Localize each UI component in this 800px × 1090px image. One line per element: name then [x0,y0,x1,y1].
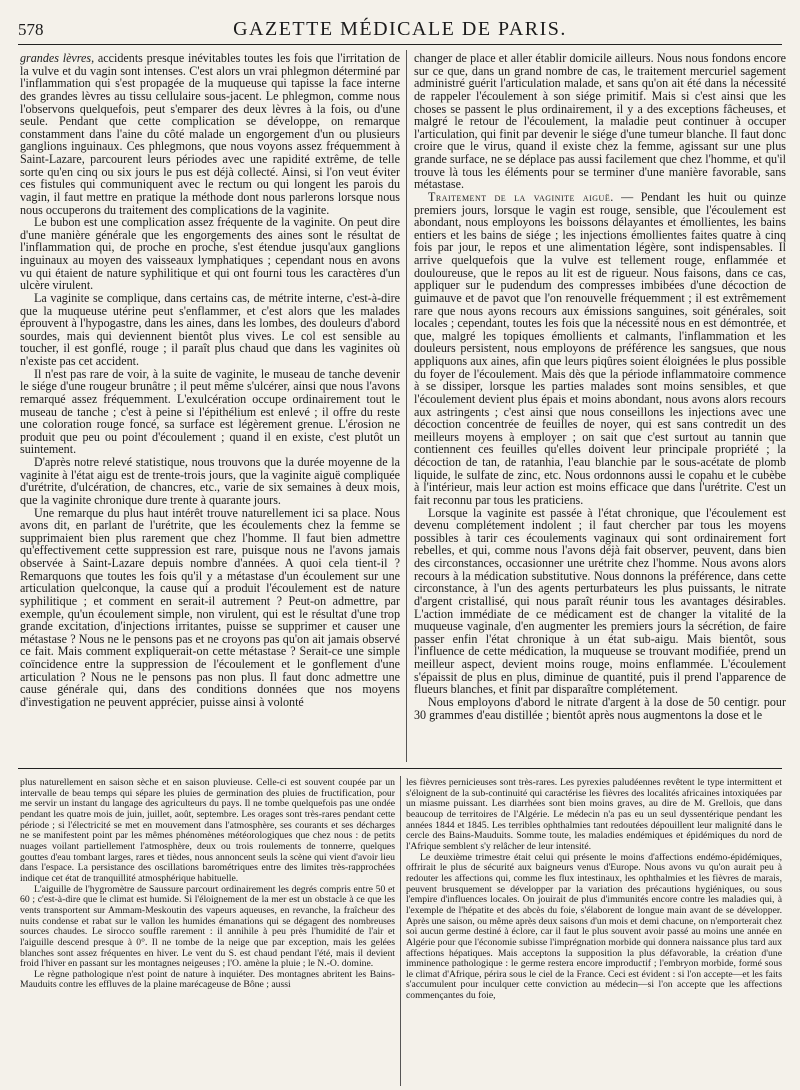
page-number: 578 [18,20,44,39]
column-divider [400,776,401,1086]
paragraph: Lorsque la vaginite est passée à l'état chronique, que l'écoulement est devenu complétement indolent ; il faut chercher par tous les moyens possibles à tarir ces écoulements vaginaux qui sont ordinairement fort rebelles, et qui, comme nous l'avons déjà fait observer, peuvent, dans bien des circonstances, occasionner une urétrite chez l'homme. Nous avons alors recours à la médication substitutive. Nous donnons la préférence, dans cette circonstance, à l'un des agents perturbateurs les plus puissants, le nitrate d'argent cristallisé, qui nous paraît réunir tous les avantages désirables. L'action immédiate de ce médicament est de changer la vitalité de la muqueuse vaginale, d'en augmenter les premiers jours la sécrétion, de faire passer enfin l'état chronique à un état sub-aigu. Mais bientôt, sous l'influence de cette médication, la muqueuse se trouvant modifiée, prend un meilleur aspect, devient moins rouge, moins enflammée. L'écoulement s'épaissit de plus en plus, diminue de quantité, puis il prend l'apparence de flueurs blanches, et finit par disparaître complétement. [414,505,786,697]
lower-left-column [20,778,395,1084]
paragraph: D'après notre relevé statistique, nous trouvons que la durée moyenne de la vaginite à l'état aigu est de trente-trois jours, que la vaginite aiguë compliquée d'urétrite, d'ulcération, de chancres, etc., varie de six semaines à deux mois, que la vaginite chronique dure trente à quarante jours. [20,455,400,507]
lower-right-column [406,778,782,1084]
paragraph: les fièvres pernicieuses sont très-rares. Les pyrexies paludéennes revêtent le type intermittent et s'éloignent de la sub-continuité qui caractérise les fièvres des localités africaines intoxiquées par un miasme puissant. Les diarrhées sont bien moins graves, au dire de M. Grellois, que dans beaucoup de territoires de l'Algérie. Le médecin n'a pas eu un seul dyssentérique pendant les années 1844 et 1845. Les terribles ophthalmies tant redoutées dépouillent leur malignité dans le cercle des Bains-Mauduits. Somme toute, les maladies endémiques et épidémiques du nord de l'Afrique semblent s'y relâcher de leur intensité. [406,778,782,852]
paragraph: changer de place et aller établir domicile ailleurs. Nous nous fondons encore sur ce que, dans un grand nombre de cas, le traitement mercuriel sagement administré guérit l'articulation malade, et sans qu'on ait été dans la nécessité de rappeler l'écoulement à son siége primitif. Mais si c'est ainsi que les choses se passent le plus ordinairement, il y a des exceptions fâcheuses, et malgré le retour de l'écoulement, la maladie peut continuer à occuper l'articulation, qui finit par devenir le siége d'une tumeur blanche. Il faut donc croire que le virus, quand il existe chez la femme, agissant sur une plus grande surface, ne se déplace pas aussi facilement que chez l'homme, et qu'il trouve là tous les éléments pour se terminer d'une manière favorable, sans métastase. [414,52,786,192]
paragraph: Il n'est pas rare de voir, à la suite de vaginite, le museau de tanche devenir le siége d'une rougeur brunâtre ; il peut même s'ulcérer, ainsi que nous l'avons remarqué assez fréquemment. L'exulcération occupe ordinairement tout le museau de tanche ; c'est à peine si l'épithélium est enlevé ; il offre du reste une coloration rouge foncé, sa surface est légèrement grenue. L'érosion ne produit que peu ou point d'écoulement ; quand il en existe, c'est plutôt un suintement. [20,366,400,457]
paragraph: plus naturellement en saison sèche et en saison pluvieuse. Celle-ci est souvent coupée par un intervalle de beau temps qui sépare les pluies de germination des pluies de fructification, pour me servir un instant du langage des agriculteurs du pays. Il ne tombe quelquefois pas une ondée pendant les quatre mois de juin, juillet, août, septembre. Les orages sont très-rares pendant cette période ; si l'électricité se met en mouvement dans l'atmosphère, ses courants et ses décharges ne se manifestent point par les mêmes phénomènes météorologiques que chez nous : de petits nuages voilant partiellement l'atmosphère, deux ou trois roulements de tonnerre, quelques gouttes d'eau tombant larges, rares et tièdes, nous annoncent seuls la scène qui vient d'avoir lieu dans l'espace. La persistance des oscillations barométriques entre des limites très-rapprochées indique cet état de tranquillité atmosphérique habituelle. [20,778,395,884]
paragraph: Nous employons d'abord le nitrate d'argent à la dose de 50 centigr. pour 30 grammes d'eau distillée ; bientôt après nous augmentons la dose et le [414,694,786,722]
paragraph: grandes lèvres, accidents presque inévitables toutes les fois que l'irritation de la vulve et du vagin sont intenses. C'est alors un vrai phlegmon déterminé par l'inflammation qui s'est propagée de la muqueuse qui tapisse la face interne des grandes lèvres au tissu cellulaire sous-jacent. Le phlegmon, comme nous l'observons quelquefois, peut s'emparer des deux lèvres à la fois, ou d'une seule. Pendant que cette complication se développe, on remarque constamment dans l'aine du côté malade un engorgement d'un ou plusieurs ganglions inguinaux. Ces phlegmons, que nous voyons assez fréquemment à Saint-Lazare, parcourent leurs périodes avec une rapidité extrême, de telle sorte qu'en cinq ou six jours le pus est déjà collecté. Ainsi, si l'on veut éviter ces fistules qui communiquent avec le rectum ou qui longent les parois du vagin, il faut mettre en pratique la méthode dont nous parlerons lorsque nous nous occuperons du traitement des complications de la vaginite. [20,52,400,217]
header-rule [18,44,782,45]
column-divider [406,50,407,762]
journal-title: GAZETTE MÉDICALE DE PARIS. [233,18,567,40]
paragraph: Le règne pathologique n'est point de nature à inquiéter. Des montagnes abritent les Bains-Mauduits contre les effluves de la plaine marécageuse de Bône ; aussi [20,968,395,991]
upper-right-column [414,52,786,760]
paragraph: Le bubon est une complication assez fréquente de la vaginite. On peut dire d'une manière générale que les engorgements des aines sont le résultat de l'inflammation qui, de proche en proche, s'est étendue jusqu'aux ganglions inguinaux au moyen des vaisseaux lymphatiques ; cependant nous en avons vu qui étaient de nature syphilitique et qui ont fourni tous les caractères d'un ulcère virulent. [20,215,400,293]
section-rule [18,768,782,769]
section-heading: Traitement de la vaginite aiguë. [428,189,614,204]
paragraph: Traitement de la vaginite aiguë. — Pendant les huit ou quinze premiers jours, lorsque le vagin est rouge, sensible, que l'écoulement est abondant, nous employons les boissons délayantes et émollientes, les bains entiers et les bains de siége ; les injections émollientes faites quatre à cinq fois par jour, le repos et une alimentation légère, sont indispensables. Il arrive quelquefois que la vulve est tellement rouge, enflammée et douloureuse, que le repos au lit est de rigueur. Nous faisons, dans ce cas, appliquer sur le pudendum des compresses imbibées d'une décoction de guimauve et de pavot que l'on renouvelle fréquemment ; il est extrêmement rare que nous ayons recours aux émissions sanguines, soit générales, soit locales ; cependant, toutes les fois que la nécessité nous en est démontrée, et que, malgré les topiques émollients et calmants, l'inflammation et les douleurs persistent, nous employons de préférence les sangsues, que nous appliquons aux aines, afin que leurs piqûres soient éloignées le plus possible du foyer de l'écoulement. Mais dès que la période inflammatoire commence à se dissiper, lorsque les parties malades sont moins sensibles, et que l'écoulement devient plus épais et moins abondant, nous avons alors recours aux astringents ; c'est ainsi que nous conseillons les injections avec une décoction concentrée de feuilles de noyer, qui est sans contredit un des meilleurs moyens à employer ; on sait que c'est surtout au tannin que contiennent ces feuilles qu'elles doivent leur principale propriété ; la décoction de tan, de ratanhia, l'eau blanchie par le sous-acétate de plomb liquide, le sulfate de zinc, etc. Nous ordonnons aussi le copahu et le cubèbe à l'intérieur, mais leur action est moins efficace que dans l'urétrite. C'est un fait reconnu par tous les praticiens. [414,189,786,507]
paragraph: La vaginite se complique, dans certains cas, de métrite interne, c'est-à-dire que la muqueuse utérine peut s'enflammer, et c'est alors que les malades éprouvent à l'hypogastre, dans les aines, dans les lombes, des douleurs d'abord sourdes, mais qui deviennent bientôt plus vives. Le col est sensible au toucher, il est gonflé, rouge ; il paraît plus chaud que dans les vaginites où n'existe pas cet accident. [20,290,400,368]
upper-left-column [20,52,400,760]
paragraph: Le deuxième trimestre était celui qui présente le moins d'affections endémo-épidémiques, offrirait le plus de sécurité aux baigneurs venus d'Europe. Nous avons vu qu'on aurait peu à redouter les affections qui, comme les flux intestinaux, les ophthalmies et les fièvres de marais, peuvent brusquement se développer par la variation des précautions hygiéniques, ou sous l'empire d'influences locales. On jouirait de plus d'immunités encore contre les maladies qui, à l'exemple de l'hépatite et des abcès du foie, s'élaborent de longue main avant de se développer. Après une saison, ou même après deux saisons d'un mois et demi chacune, on n'emporterait chez soi aucun germe destiné à éclore, car il faut le plus souvent avoir passé au moins une année en Algérie pour que l'économie subisse l'imprégnation morbide qui donnera naissance plus tard aux affections hépatiques. Mais acceptons la supposition la plus défavorable, la création d'une imminence pathologique : le germe restera encore improductif ; l'embryon morbide, formé sous le climat d'Afrique, périra sous le ciel de la France. Ceci est évident : si l'on accepte—et les faits s'accumulent pour inculquer cette conviction au médecin—si l'on accepte que les affections commençantes du foie, [406,851,782,1002]
paragraph: L'aiguille de l'hygromètre de Saussure parcourt ordinairement les degrés compris entre 50 et 60 ; c'est-à-dire que le climat est humide. Si l'éloignement de la mer est un obstacle à ce que les vents transportent sur Ammam-Meskoutin des vapeurs aqueuses, en revanche, la fraîcheur des nuits condense et rabat sur le vallon les humides émanations qui se dégagent des nombreuses sources chaudes. Le sirocco souffle rarement : il annihile à peu près l'humidité de l'air et l'aiguille descend presque à 0°. Il ne tombe de la neige que par exception, mais les gelées blanches sont assez fréquentes en hiver. Le vent du S. est chaud pendant l'été, mais il devient froid l'hiver en passant sur les montagnes neigeuses ; l'O. amène la pluie ; le N.-O. domine. [20,883,395,970]
paragraph: Une remarque du plus haut intérêt trouve naturellement ici sa place. Nous avons dit, en parlant de l'urétrite, que les écoulements chez la femme se supprimaient bien plus rarement que chez l'homme. Il faut bien admettre qu'effectivement cette suppression est rare, puisque nous ne l'avons jamais observée à Saint-Lazare depuis nombre d'années. A quoi cela tient-il ? Remarquons que toutes les fois qu'il y a métastase d'un écoulement sur une articulation quelconque, la cause qui a produit l'écoulement est de nature syphilitique ; et comment en serait-il autrement ? Peut-on admettre, par exemple, qu'un écoulement simple, non virulent, qui est le résultat d'une trop grande excitation, d'injections irritantes, puisse se supprimer et causer une métastase ? Nous ne le pensons pas et ne croyons pas qu'on ait jamais observé ce fait. Mais comment expliquerait-on cette métastase ? Serait-ce une simple coïncidence entre la suppression de l'écoulement et le gonflement d'une articulation ? Nous ne le pensons pas non plus. Il faut donc admettre une cause générale qui, dans des conditions données que nos moyens d'investigation ne peuvent apprécier, puisse ainsi à volonté [20,505,400,709]
italic-lead: grandes lèvres, [20,52,95,65]
